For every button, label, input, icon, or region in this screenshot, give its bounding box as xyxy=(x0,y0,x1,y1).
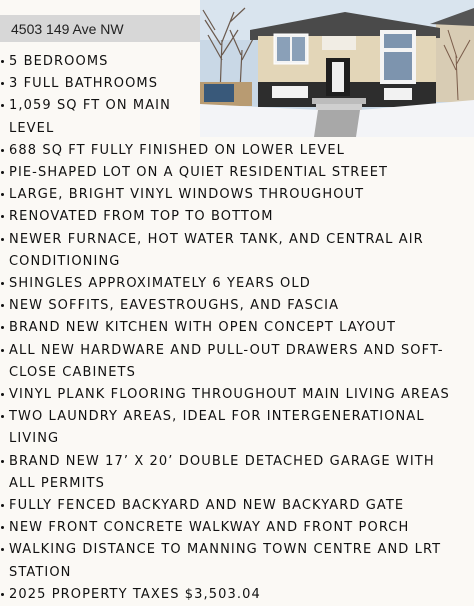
bullet-icon xyxy=(1,215,4,218)
address-label xyxy=(0,15,200,42)
list-item: PIE-SHAPED LOT ON A QUIET RESIDENTIAL STREET xyxy=(0,162,470,184)
list-item: 688 SQ FT FULLY FINISHED ON LOWER LEVEL xyxy=(0,140,470,162)
list-item: RENOVATED FROM TOP TO BOTTOM xyxy=(0,206,470,228)
bullet-icon xyxy=(1,238,4,241)
bullet-icon xyxy=(1,548,4,551)
list-item: BRAND NEW 17’ X 20’ DOUBLE DETACHED GARAGE WITH ALL PERMITS xyxy=(0,451,454,495)
bullet-icon xyxy=(1,526,4,529)
address-text: 4503 149 Ave NW xyxy=(11,20,124,37)
list-item: NEW SOFFITS, EAVESTROUGHS, AND FASCIA xyxy=(0,295,470,317)
list-item: TWO LAUNDRY AREAS, IDEAL FOR INTERGENERATIONAL LIVING xyxy=(0,406,454,450)
list-item: ALL NEW HARDWARE AND PULL-OUT DRAWERS AND SOFT-CLOSE CABINETS xyxy=(0,340,454,384)
list-item: NEWER FURNACE, HOT WATER TANK, AND CENTRAL AIR CONDITIONING xyxy=(0,229,454,273)
list-item: 5 BEDROOMS xyxy=(0,51,470,73)
bullet-icon xyxy=(1,415,4,418)
bullet-icon xyxy=(1,171,4,174)
bullet-icon xyxy=(1,504,4,507)
list-item: NEW FRONT CONCRETE WALKWAY AND FRONT PORCH xyxy=(0,517,470,539)
bullet-icon xyxy=(1,282,4,285)
list-item: VINYL PLANK FLOORING THROUGHOUT MAIN LIVING AREAS xyxy=(0,384,470,406)
bullet-icon xyxy=(1,460,4,463)
bullet-icon xyxy=(1,82,4,85)
bullet-icon xyxy=(1,149,4,152)
list-item: FULLY FENCED BACKYARD AND NEW BACKYARD GATE xyxy=(0,495,470,517)
list-item: LARGE, BRIGHT VINYL WINDOWS THROUGHOUT xyxy=(0,184,470,206)
bullet-icon xyxy=(1,393,4,396)
feature-list xyxy=(0,51,470,606)
list-item: WALKING DISTANCE TO MANNING TOWN CENTRE AND LRT STATION xyxy=(0,539,454,583)
bullet-icon xyxy=(1,349,4,352)
bullet-icon xyxy=(1,326,4,329)
list-item: BRAND NEW KITCHEN WITH OPEN CONCEPT LAYOUT xyxy=(0,317,470,339)
bullet-icon xyxy=(1,104,4,107)
bullet-icon xyxy=(1,193,4,196)
bullet-icon xyxy=(1,304,4,307)
list-item: 3 FULL BATHROOMS xyxy=(0,73,470,95)
bullet-icon xyxy=(1,60,4,63)
list-item: SHINGLES APPROXIMATELY 6 YEARS OLD xyxy=(0,273,470,295)
list-item: 1,059 SQ FT ON MAIN LEVEL xyxy=(0,95,199,139)
bullet-icon xyxy=(1,593,4,596)
list-item: 2025 PROPERTY TAXES $3,503.04 xyxy=(0,584,470,606)
